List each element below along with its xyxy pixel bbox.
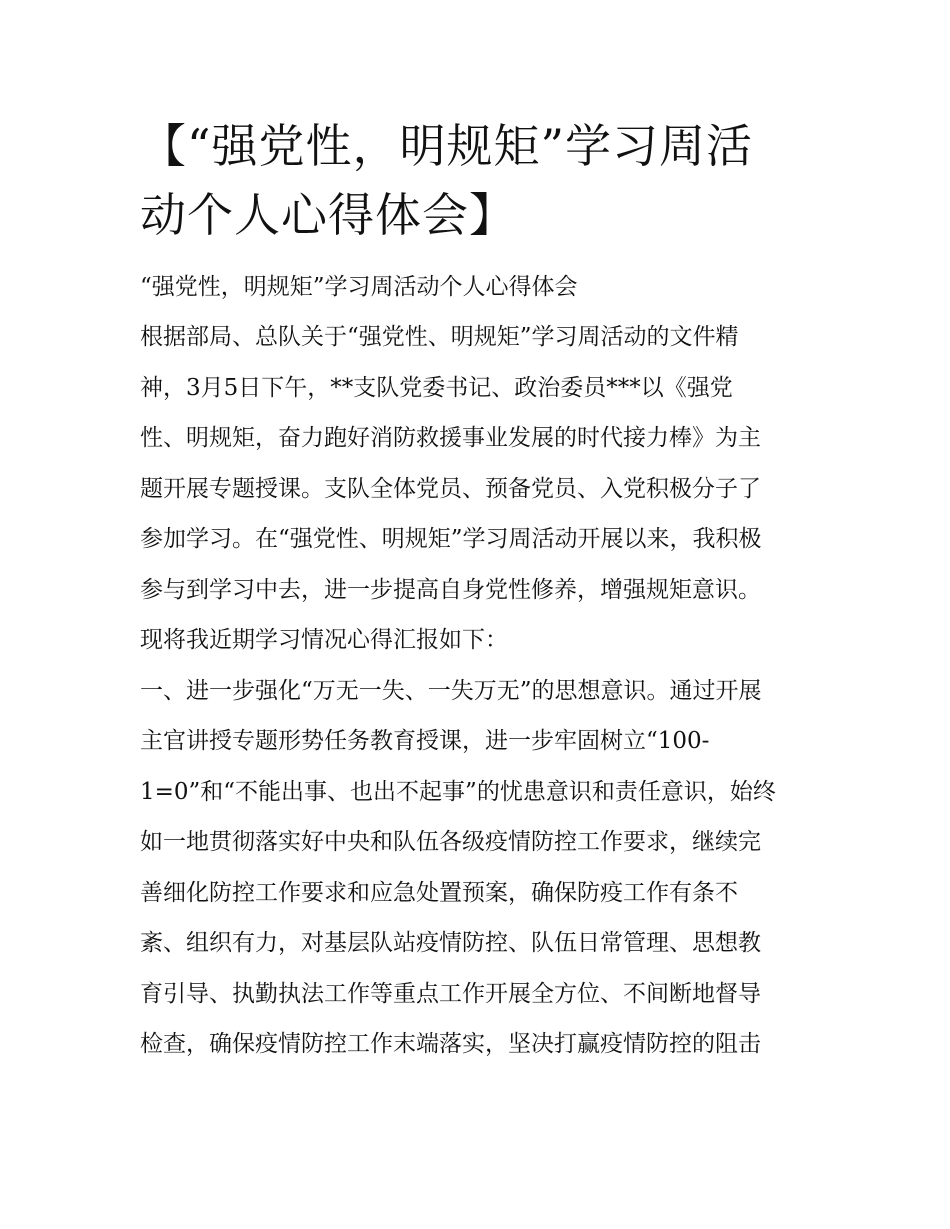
body-line: 题开展专题授课。支队全体党员、预备党员、入党积极分子了: [140, 475, 761, 502]
body-line: 参加学习。在“强党性、明规矩”学习周活动开展以来，我积极: [140, 526, 762, 552]
document-page: [140, 112, 820, 1070]
body-line: 主官讲授专题形势任务教育授课，进一步牢固树立“100-: [140, 728, 710, 754]
body-line: 现将我近期学习情况心得汇报如下：: [140, 627, 508, 653]
body-line: 神，3月5日下午，**支队党委书记、政治委员***以《强党: [140, 374, 733, 401]
body-line: 紊、组织有力，对基层队站疫情防控、队伍日常管理、思想教: [140, 930, 761, 956]
body-line: 根据部局、总队关于“强党性、明规矩”学习周活动的文件精: [140, 324, 739, 350]
document-subtitle: “强党性，明规矩”学习周活动个人心得体会: [140, 274, 578, 300]
body-line: 参与到学习中去，进一步提高自身党性修养，增强规矩意识。: [140, 576, 761, 603]
body-line: 一、进一步强化“万无一失、一失万无”的思想意识。通过开展: [140, 677, 762, 704]
body-line: 检查，确保疫情防控工作末端落实，坚决打赢疫情防控的阻击: [140, 1031, 761, 1057]
title-line-1: 【“强党性，明规矩”学习周活: [140, 119, 754, 173]
body-line: 性、明规矩，奋力跑好消防救援事业发展的时代接力棒》为主: [140, 425, 761, 451]
body-line: 善细化防控工作要求和应急处置预案，确保防疫工作有条不: [140, 879, 738, 906]
body-line: 1=0”和“不能出事、也出不起事”的忧患意识和责任意识，始终: [140, 778, 776, 805]
body-line: 育引导、执勤执法工作等重点工作开展全方位、不间断地督导: [140, 980, 761, 1007]
document-title: [140, 112, 820, 250]
document-body: [140, 312, 820, 1070]
body-line: 如一地贯彻落实好中央和队伍各级疫情防控工作要求，继续完: [140, 829, 761, 855]
title-line-2: 动个人心得体会】: [140, 188, 516, 242]
